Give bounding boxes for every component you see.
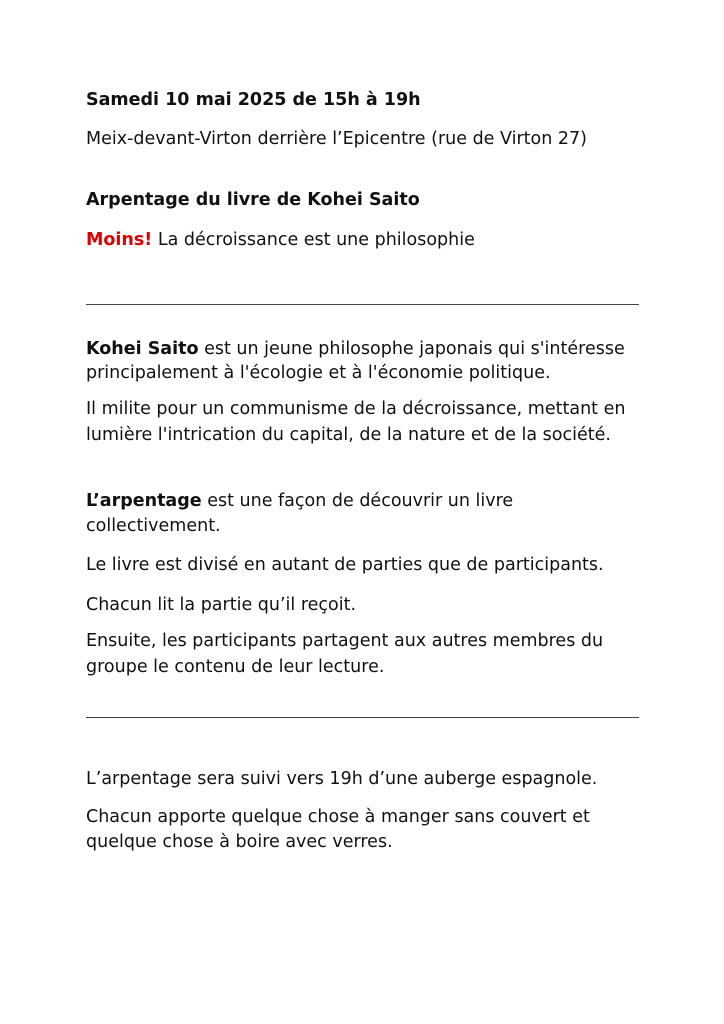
after-line-3: quelque chose à boire avec verres. bbox=[86, 832, 393, 852]
arpentage-line-5: Ensuite, les participants partagent aux autres membres du bbox=[86, 631, 604, 651]
book-title-line bbox=[86, 228, 475, 252]
arpentage-line-6: groupe le contenu de leur lecture. bbox=[86, 657, 385, 677]
author-line-4: lumière l'intrication du capital, de la nature et de la société. bbox=[86, 425, 611, 445]
arpentage-line-4: Chacun lit la partie qu’il reçoit. bbox=[86, 595, 357, 615]
event-heading: Arpentage du livre de Kohei Saito bbox=[86, 190, 420, 210]
arpentage-line-2: collectivement. bbox=[86, 516, 221, 536]
event-location: Meix-devant-Virton derrière l’Epicentre (rue de Virton 27) bbox=[86, 129, 587, 149]
arpentage-line-3: Le livre est divisé en autant de parties que de participants. bbox=[86, 555, 604, 575]
author-line-2: principalement à l'écologie et à l'économie politique. bbox=[86, 363, 551, 383]
book-title-emphasis: Moins! bbox=[86, 230, 153, 250]
book-subtitle: La décroissance est une philosophie bbox=[152, 230, 475, 250]
arpentage-line-1 bbox=[86, 489, 513, 513]
author-line-3: Il milite pour un communisme de la décroissance, mettant en bbox=[86, 399, 626, 419]
arpentage-line-1-rest: est une façon de découvrir un livre bbox=[201, 491, 514, 511]
after-line-2: Chacun apporte quelque chose à manger sans couvert et bbox=[86, 807, 590, 827]
author-line-1-rest: est un jeune philosophe japonais qui s'intéresse bbox=[198, 339, 625, 359]
divider-1 bbox=[86, 304, 639, 305]
divider-2 bbox=[86, 717, 639, 718]
arpentage-term: L’arpentage bbox=[86, 491, 202, 511]
event-date: Samedi 10 mai 2025 de 15h à 19h bbox=[86, 90, 421, 110]
author-name: Kohei Saito bbox=[86, 339, 199, 359]
after-line-1: L’arpentage sera suivi vers 19h d’une auberge espagnole. bbox=[86, 769, 598, 789]
author-line-1 bbox=[86, 337, 625, 361]
